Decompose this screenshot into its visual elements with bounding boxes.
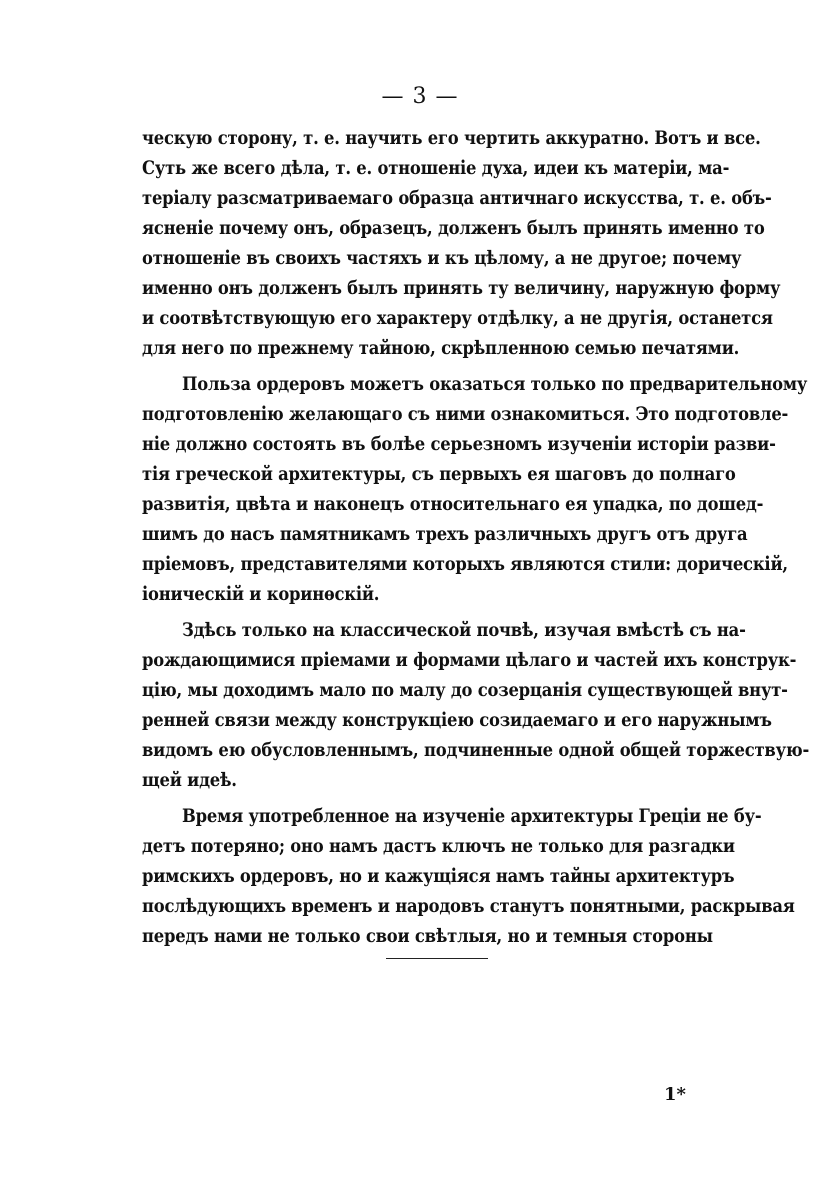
text-line: тія греческой архитектуры, съ первыхъ ея шаговъ до полнаго [142,464,736,485]
text-line: ренней связи между конструкціею созидаемаго и его наружнымъ [142,710,772,731]
paragraph-2 [142,370,808,610]
signature-mark: 1* [664,1084,686,1105]
text-line: отношеніе въ своихъ частяхъ и къ цѣлому, а не другое; почему [142,248,742,269]
text-line: ческую сторону, т. е. научить его чертить аккуратно. Вотъ и все. [142,128,761,149]
text-line: пріемовъ, представителями которыхъ являются стили: дорическій, [142,554,788,575]
text-line: ніе должно состоять въ болѣе серьезномъ изученіи исторіи разви- [142,434,776,455]
text-line: передъ нами не только свои свѣтлыя, но и темныя стороны [142,926,713,947]
paragraph-1 [142,124,781,364]
text-line: детъ потеряно; оно намъ дастъ ключъ не только для разгадки [142,836,735,857]
text-line: римскихъ ордеровъ, но и кажущіяся намъ тайны архитектуръ [142,866,735,887]
text-line: іоническій и коринѳскій. [142,584,380,605]
text-line: цію, мы доходимъ мало по малу до созерцанія существующей внут- [142,680,788,701]
text-line: рождающимися пріемами и формами цѣлаго и частей ихъ конструк- [142,650,797,671]
text-line: видомъ ею обусловленнымъ, подчиненные одной общей торжествую- [142,740,810,761]
text-line: Польза ордеровъ можетъ оказаться только по предварительному [182,374,808,395]
text-line: Здѣсь только на классической почвѣ, изучая вмѣстѣ съ на- [182,620,746,641]
text-line: для него по прежнему тайною, скрѣпленною семью печатями. [142,338,740,359]
text-line: Суть же всего дѣла, т. е. отношеніе духа, идеи къ матеріи, ма- [142,158,730,179]
text-line: шимъ до насъ памятникамъ трехъ различныхъ другъ отъ друга [142,524,748,545]
text-line: подготовленію желающаго съ ними ознакомиться. Это подготовле- [142,404,789,425]
text-line: Время употребленное на изученіе архитектуры Греціи не бу- [182,806,762,827]
section-divider [386,958,488,959]
text-line: и соотвѣтствующую его характеру отдѣлку, а не другія, останется [142,308,773,329]
text-line: именно онъ долженъ былъ принять ту величину, наружную форму [142,278,781,299]
text-line: послѣдующихъ временъ и народовъ станутъ понятными, раскрывая [142,896,795,917]
page-number: — 3 — [381,84,459,109]
paragraph-3 [142,616,810,796]
text-line: теріалу разсматриваемаго образца античнаго искусства, т. е. объ- [142,188,772,209]
body-text [142,124,810,952]
text-line: развитія, цвѣта и наконецъ относительнаго ея упадка, по дошед- [142,494,764,515]
paragraph-4 [142,802,795,952]
text-line: щей идеѣ. [142,770,237,791]
text-line: ясненіе почему онъ, образецъ, долженъ былъ принять именно то [142,218,765,239]
